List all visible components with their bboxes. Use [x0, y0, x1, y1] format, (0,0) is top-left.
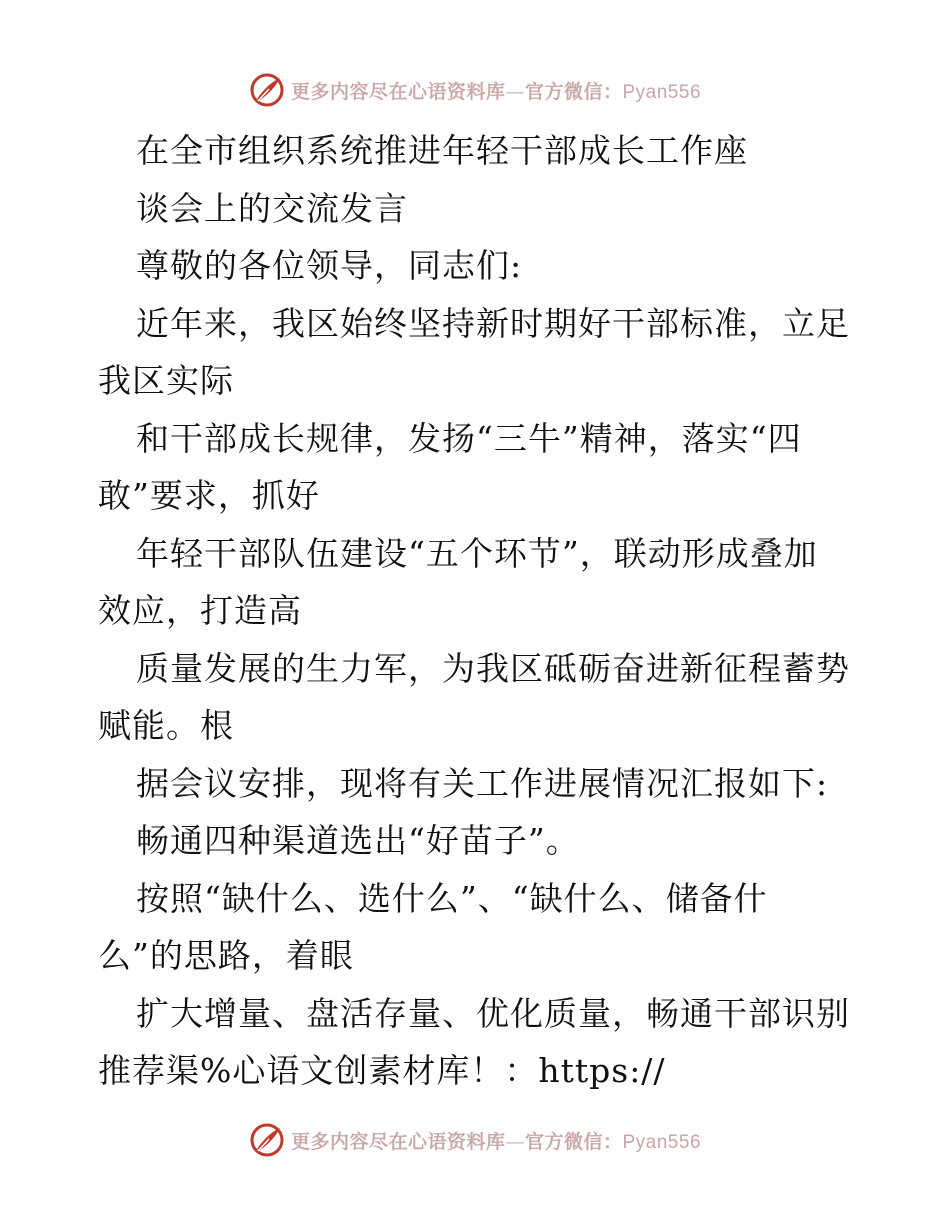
document-line: 质量发展的生力军，为我区砥砺奋进新征程蓄势 [136, 648, 850, 688]
watermark-text [291, 1127, 701, 1154]
document-line: 扩大增量、盘活存量、优化质量，畅通干部识别 [136, 993, 850, 1033]
feather-pen-logo-icon [249, 1122, 285, 1158]
document-body [98, 122, 858, 1100]
watermark-title: 更多内容尽在心语资料库 [290, 1130, 506, 1153]
watermark-account: Pyan556 [622, 81, 702, 103]
document-line: 据会议安排，现将有关工作进展情况汇报如下: [136, 763, 829, 803]
document-line: 按照“缺什么、选什么”、“缺什么、储备什 [136, 878, 768, 918]
watermark-footer [0, 1120, 950, 1160]
watermark-label: 官方微信： [524, 1130, 623, 1153]
watermark-account: Pyan556 [622, 1131, 702, 1153]
watermark-label: 官方微信： [524, 80, 623, 103]
document-line: 尊敬的各位领导，同志们: [136, 246, 523, 285]
watermark-separator: — [505, 1130, 525, 1153]
watermark-text [291, 77, 701, 104]
watermark-title: 更多内容尽在心语资料库 [290, 80, 506, 103]
document-line: 年轻干部队伍建设“五个环节”，联动形成叠加 [136, 533, 818, 573]
document-line: 推荐渠%心语文创素材库！：https:// [98, 1051, 666, 1090]
document-line: 赋能。根 [98, 706, 234, 745]
watermark-separator: — [505, 80, 525, 103]
document-line: 么”的思路，着眼 [98, 936, 354, 975]
watermark-header [0, 70, 950, 110]
document-line: 和干部成长规律，发扬“三牛”精神，落实“四 [136, 418, 802, 458]
document-line: 在全市组织系统推进年轻干部成长工作座 [136, 131, 748, 170]
feather-pen-logo-icon [249, 72, 285, 108]
document-line: 近年来，我区始终坚持新时期好干部标准，立足 [136, 303, 850, 343]
document-line: 效应，打造高 [98, 591, 302, 630]
document-line: 谈会上的交流发言 [136, 188, 408, 228]
document-line: 我区实际 [98, 361, 234, 400]
document-line: 敢”要求，抓好 [98, 476, 320, 515]
document-line: 畅通四种渠道选出“好苗子”。 [136, 821, 580, 860]
